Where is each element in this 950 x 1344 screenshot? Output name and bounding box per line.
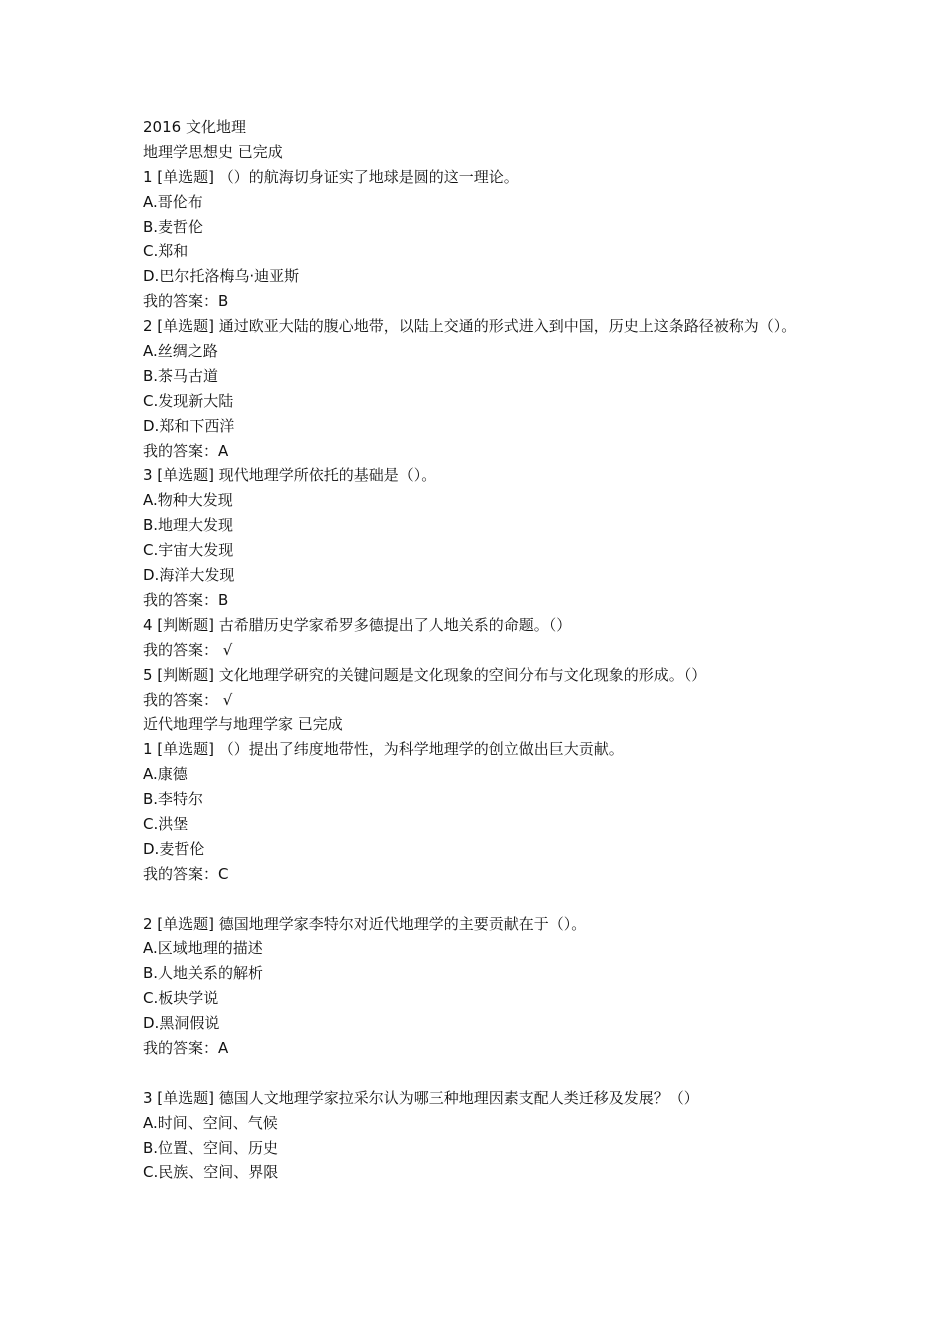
- answer-option: C.发现新大陆: [143, 391, 234, 410]
- my-answer: 我的答案：B: [143, 590, 229, 609]
- question-text: 4 [判断题] 古希腊历史学家希罗多德提出了人地关系的命题。（）: [143, 615, 572, 634]
- answer-option: C.郑和: [143, 242, 189, 261]
- blank-line: [143, 1061, 823, 1086]
- answer-option: D.麦哲伦: [143, 839, 205, 858]
- answer-option: A.物种大发现: [143, 491, 233, 510]
- answer-option: C.民族、空间、界限: [143, 1163, 279, 1182]
- answer-option: B.麦哲伦: [143, 217, 204, 236]
- answer-option: C.宇宙大发现: [143, 541, 234, 560]
- question-text: 1 [单选题] （）提出了纬度地带性，为科学地理学的创立做出巨大贡献。: [143, 740, 624, 759]
- question-text: 5 [判断题] 文化地理学研究的关键问题是文化现象的空间分布与文化现象的形成。（）: [143, 665, 707, 684]
- answer-option: D.黑洞假说: [143, 1014, 220, 1033]
- document-body: [143, 115, 823, 1185]
- question-text: 3 [单选题] 德国人文地理学家拉采尔认为哪三种地理因素支配人类迁移及发展？（）: [143, 1088, 699, 1107]
- answer-option: A.丝绸之路: [143, 342, 218, 361]
- question-text: 1 [单选题] （）的航海切身证实了地球是圆的这一理论。: [143, 167, 519, 186]
- my-answer: 我的答案：A: [143, 441, 229, 460]
- question-text: 2 [单选题] 通过欧亚大陆的腹心地带，以陆上交通的形式进入到中国，历史上这条路径被称为（）。: [143, 317, 797, 336]
- answer-option: B.地理大发现: [143, 516, 234, 535]
- answer-option: B.人地关系的解析: [143, 964, 264, 983]
- section-heading: 近代地理学与地理学家 已完成: [143, 715, 343, 734]
- answer-option: D.海洋大发现: [143, 566, 235, 585]
- answer-option: A.康德: [143, 765, 188, 784]
- document-title: 2016 文化地理: [143, 118, 246, 136]
- answer-option: B.李特尔: [143, 790, 204, 809]
- section-heading: 地理学思想史 已完成: [143, 142, 283, 161]
- my-answer: 我的答案：B: [143, 292, 229, 311]
- answer-option: B.茶马古道: [143, 366, 219, 385]
- answer-option: D.巴尔托洛梅乌·迪亚斯: [143, 267, 300, 286]
- my-answer: 我的答案：A: [143, 1038, 229, 1057]
- answer-option: B.位置、空间、历史: [143, 1138, 279, 1157]
- question-text: 2 [单选题] 德国地理学家李特尔对近代地理学的主要贡献在于（）。: [143, 914, 587, 933]
- blank-line: [143, 887, 823, 912]
- my-answer: 我的答案： √: [143, 690, 233, 709]
- answer-option: A.区域地理的描述: [143, 939, 263, 958]
- my-answer: 我的答案： √: [143, 640, 233, 659]
- answer-option: A.时间、空间、气候: [143, 1113, 278, 1132]
- answer-option: A.哥伦布: [143, 192, 203, 211]
- document-lines: [143, 140, 823, 1185]
- answer-option: D.郑和下西洋: [143, 416, 235, 435]
- answer-option: C.洪堡: [143, 814, 189, 833]
- question-text: 3 [单选题] 现代地理学所依托的基础是（）。: [143, 466, 437, 485]
- my-answer: 我的答案：C: [143, 864, 229, 883]
- answer-option: C.板块学说: [143, 989, 219, 1008]
